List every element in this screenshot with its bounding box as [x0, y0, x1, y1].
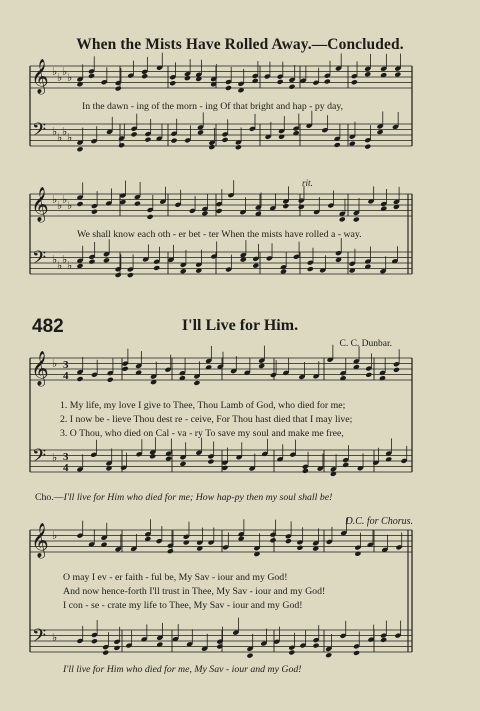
flat-sign-icon: ♭	[52, 194, 58, 206]
treble-note	[193, 380, 200, 386]
bass-note	[380, 637, 387, 643]
bass-clef-icon: 𝄢	[32, 626, 47, 651]
flat-sign-icon: ♭	[62, 66, 68, 78]
treble-note	[364, 71, 371, 77]
treble-note	[394, 71, 401, 77]
treble-note	[252, 78, 259, 84]
flat-sign-icon: ♭	[52, 530, 58, 542]
treble-note	[216, 208, 223, 214]
bass-note	[102, 650, 109, 656]
flat-sign-icon: ♭	[52, 452, 58, 464]
flat-sign-icon: ♭	[52, 358, 58, 370]
dc-direction: D.C. for Chorus.	[345, 516, 413, 527]
treble-clef-icon: 𝄞	[31, 59, 49, 94]
bass-note	[91, 638, 98, 644]
bass-note	[170, 138, 177, 144]
chorus-text: I'll live for Him who died for me; How hap-py then my soul shall be!	[63, 492, 333, 503]
bass-note	[207, 459, 214, 465]
bass-note	[88, 259, 95, 265]
bass-clef-icon: 𝄢	[32, 120, 47, 145]
treble-note	[91, 209, 98, 215]
time-signature-top: 3	[63, 359, 69, 371]
flat-sign-icon: ♭	[52, 254, 58, 266]
bass-note	[246, 653, 253, 659]
flat-sign-icon: ♭	[57, 260, 63, 272]
treble-clef-icon: 𝄞	[31, 351, 49, 386]
flat-sign-icon: ♭	[52, 126, 58, 138]
treble-note	[107, 377, 114, 383]
bass-clef-icon: 𝄢	[32, 446, 47, 471]
treble-note	[184, 75, 191, 81]
hymn-title: I'll Live for Him.	[181, 317, 299, 334]
treble-note	[205, 364, 212, 370]
hymn-number: 482	[32, 316, 64, 337]
flat-sign-icon: ♭	[57, 200, 63, 212]
bass-note	[221, 137, 228, 143]
treble-note	[285, 538, 292, 544]
time-signature-bottom: 4	[63, 370, 69, 382]
bass-note	[127, 272, 134, 278]
flat-sign-icon: ♭	[67, 72, 73, 84]
bass-note	[76, 263, 83, 269]
treble-note	[324, 78, 331, 84]
rit-marking: rit.	[302, 178, 313, 188]
treble-note	[296, 545, 303, 551]
treble-note	[282, 203, 289, 209]
bass-note	[118, 142, 125, 148]
treble-note	[277, 79, 284, 85]
flat-sign-icon: ♭	[52, 66, 58, 78]
treble-note	[141, 73, 148, 79]
end-verse-3-line: I con - se - crate my life to Thee, My Sav - iour and my God!	[63, 600, 303, 611]
treble-clef-icon: 𝄞	[31, 523, 49, 558]
treble-note	[147, 214, 154, 220]
bass-note	[353, 650, 360, 656]
treble-note	[365, 372, 372, 378]
verse-3-line: 3. O Thou, who died on Cal - va - ry To save my soul and make me free,	[60, 428, 344, 439]
bass-note	[76, 146, 83, 152]
hymn-author: C. C. Dunbar.	[339, 339, 392, 349]
treble-note	[225, 85, 232, 91]
time-signature-bottom: 4	[63, 462, 69, 474]
bass-note	[115, 272, 122, 278]
bass-note	[103, 257, 110, 263]
bass-note	[385, 456, 392, 462]
bass-note	[334, 142, 341, 148]
treble-note	[288, 84, 295, 90]
treble-clef-icon: 𝄞	[31, 187, 49, 222]
treble-note	[76, 376, 83, 382]
flat-sign-icon: ♭	[67, 200, 73, 212]
treble-note	[201, 210, 208, 216]
bass-note	[235, 144, 242, 150]
flat-sign-icon: ♭	[67, 132, 73, 144]
lyrics-top-line-1: In the dawn - ing of the morn - ing Of that bright and hap - py day,	[82, 101, 344, 112]
bass-note	[149, 453, 156, 459]
treble-note	[76, 201, 83, 207]
chorus-label: Cho.—	[35, 492, 64, 503]
flat-sign-icon: ♭	[67, 260, 73, 272]
treble-note	[167, 548, 174, 554]
bass-note	[208, 144, 215, 150]
bass-note	[144, 137, 151, 143]
treble-note	[169, 80, 176, 86]
bass-note	[197, 129, 204, 135]
treble-note	[269, 537, 276, 543]
verse-2-line: 2. I now be - lieve Thou dest re - ceive, For Thou hast died that I may live;	[60, 414, 353, 425]
bass-note	[325, 652, 332, 658]
bass-note	[364, 144, 371, 150]
end-verse-2-line: And now hence-forth I'll trust in Thee, My Sav - iour and my God!	[63, 586, 326, 597]
bass-note	[342, 462, 349, 468]
treble-note	[88, 73, 95, 79]
lyrics-top-line-2: We shall know each oth - er bet - ter When the mists have rolled a - way.	[77, 229, 362, 240]
chorus-line	[35, 492, 332, 503]
treble-note	[134, 201, 141, 207]
treble-note	[183, 540, 190, 546]
bass-note	[113, 645, 120, 651]
bass-clef-icon: 𝄢	[32, 248, 47, 273]
flat-sign-icon: ♭	[62, 194, 68, 206]
bass-note	[377, 129, 384, 135]
bass-note	[302, 468, 309, 474]
treble-note	[351, 79, 358, 85]
end-chorus-line: I'll live for Him who died for me, My Sav - iour and my God!	[63, 664, 302, 675]
verse-1-line: 1. My life, my love I give to Thee, Thou Lamb of God, who died for me;	[60, 400, 346, 411]
end-verse-1-line: O may I ev - er faith - ful be, My Sav - iour and my God!	[63, 572, 288, 583]
treble-note	[393, 367, 400, 373]
flat-sign-icon: ♭	[62, 126, 68, 138]
bass-note	[252, 263, 259, 269]
treble-note	[339, 216, 346, 222]
flat-sign-icon: ♭	[52, 632, 58, 644]
bass-note	[312, 643, 319, 649]
time-signature-top: 3	[63, 451, 69, 463]
flat-sign-icon: ♭	[57, 72, 63, 84]
bass-note	[179, 461, 186, 467]
bass-note	[307, 266, 314, 272]
bass-note	[180, 268, 187, 274]
treble-note	[353, 217, 360, 223]
bass-note	[153, 265, 160, 271]
treble-note	[115, 86, 122, 92]
treble-note	[122, 366, 129, 372]
continued-title: When the Mists Have Rolled Away.—Concluded.	[76, 36, 404, 53]
flat-sign-icon: ♭	[57, 132, 63, 144]
bass-note	[288, 649, 295, 655]
bass-note	[131, 131, 138, 137]
flat-sign-icon: ♭	[62, 254, 68, 266]
